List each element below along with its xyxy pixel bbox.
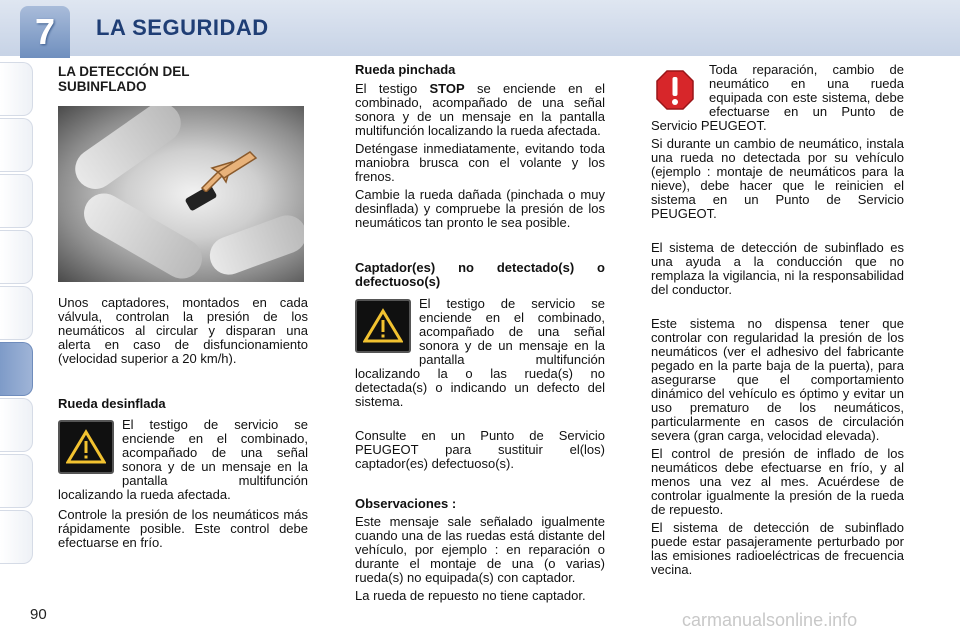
side-tab-8[interactable]: [0, 454, 33, 508]
flat-tyre-warning-block: [58, 418, 308, 502]
driving-aid-text: El sistema de detección de subinflado es una ayuda a la conducción que no remplaza la vigilancia, ni la responsabilidad del conductor.: [651, 240, 904, 297]
puncture-text-after: se enciende en el combinado, acompañado de una señal sonora y de un mensaje en la pantalla multifunción localizando la rueda afectada.: [355, 81, 605, 138]
repair-note-block: [651, 63, 904, 133]
puncture-paragraph-3: Cambie la rueda dañada (pinchada o muy desinflada) y compruebe la presión de los neumáticos tan pronto le sea posible.: [355, 187, 605, 230]
sensor-warning-block: [355, 297, 605, 409]
chapter-side-tabs: [0, 62, 36, 582]
stop-label: STOP: [429, 81, 465, 96]
flat-tyre-warning-text: El testigo de servicio se enciende en el combinado, acompañado de una señal sonora y de un mensaje en la pantalla multifunción localizando la rueda afectada.: [58, 417, 308, 502]
side-tab-7[interactable]: [0, 398, 33, 452]
side-tab-active[interactable]: [0, 342, 33, 396]
side-tab-2[interactable]: [0, 118, 33, 172]
flat-tyre-control-text: Controle la presión de los neumáticos más rápidamente posible. Este control debe efectuarse en frío.: [58, 507, 308, 550]
page-title: LA SEGURIDAD: [96, 15, 269, 40]
notes-paragraph-1: Este mensaje sale señalado igualmente cuando una de las ruedas está distante del vehículo, por ejemplo : en reparación o durante el montaje de una (o varias) rueda(s) no equipada(s) con captador.: [355, 514, 605, 585]
side-tab-3[interactable]: [0, 174, 33, 228]
no-dispense-text: Este sistema no dispensa tener que controlar con regularidad la presión de los neumáticos (ver el adhesivo del fabricante pegado en la parte baja de la puerta), para asegurarse que el comportamiento dinámico del vehículo es óptimo y evitar un uso prematuro de los neumáticos, particularmente en casos de circulación severa (gran carga, velocidad elevada).: [651, 316, 904, 443]
puncture-paragraph-2: Deténgase inmediatamente, evitando toda maniobra brusca con el volante y los frenos.: [355, 141, 605, 184]
side-tab-9[interactable]: [0, 510, 33, 564]
sensor-warning-text: El testigo de servicio se enciende en el combinado, acompañado de una señal sonora y de un mensaje en la pantalla multifunción localizando la o las rueda(s) no detectada(s) o indicando un defecto del sistema.: [355, 296, 605, 409]
notes-title: Observaciones :: [355, 496, 457, 511]
wheel-valve-photo: [58, 106, 304, 282]
sensor-title: Captador(es) no detectado(s) o defectuoso(s): [355, 260, 605, 289]
undetected-wheel-text: Si durante un cambio de neumático, instala una rueda no detectada por su vehículo (ejemplo : montaje de neumáticos para la nieve), debe hacer que le reinicien el sistema en un Punto de Servicio PEUGEOT.: [651, 136, 904, 221]
right-column: [651, 63, 904, 577]
chapter-number-tab[interactable]: 7: [20, 6, 70, 58]
exclamation-stop-icon: [655, 69, 695, 111]
cold-check-text: El control de presión de inflado de los neumáticos debe efectuarse en frío, y al menos una vez al mes. Acuérdese de controlar igualmente la presión de la rueda de repuesto.: [651, 446, 904, 517]
side-tab-4[interactable]: [0, 230, 33, 284]
puncture-text-before: El testigo: [355, 81, 430, 96]
interference-text: El sistema de detección de subinflado puede estar pasajeramente perturbado por las emisiones radioeléctricas de frecuencia vecina.: [651, 520, 904, 577]
section-title-line2: SUBINFLADO: [58, 79, 147, 94]
puncture-title: Rueda pinchada: [355, 62, 456, 77]
sensor-consult-text: Consulte en un Punto de Servicio PEUGEOT para sustituir el(los) captador(es) defectuoso(s).: [355, 428, 605, 471]
side-tab-5[interactable]: [0, 286, 33, 340]
middle-column: [355, 63, 605, 603]
flat-tyre-title: Rueda desinflada: [58, 396, 166, 411]
warning-triangle-icon: [58, 420, 114, 474]
pointer-arrow-icon: [198, 148, 260, 192]
page-number: 90: [30, 606, 47, 623]
intro-paragraph: Unos captadores, montados en cada válvula, controlan la presión de los neumáticos al circular y disparan una alerta en caso de disfuncionamiento (velocidad superior a 20 km/h).: [58, 295, 308, 366]
left-column: [58, 64, 308, 550]
puncture-paragraph-1: [355, 82, 605, 138]
section-title-line1: LA DETECCIÓN DEL: [58, 64, 190, 79]
repair-note-text: Toda reparación, cambio de neumático en una rueda equipada con este sistema, debe efectuarse en un Punto de Servicio PEUGEOT.: [651, 62, 904, 133]
side-tab-1[interactable]: [0, 62, 33, 116]
notes-paragraph-2: La rueda de repuesto no tiene captador.: [355, 588, 586, 603]
watermark: carmanualsonline.info: [682, 610, 858, 630]
warning-triangle-icon: [355, 299, 411, 353]
